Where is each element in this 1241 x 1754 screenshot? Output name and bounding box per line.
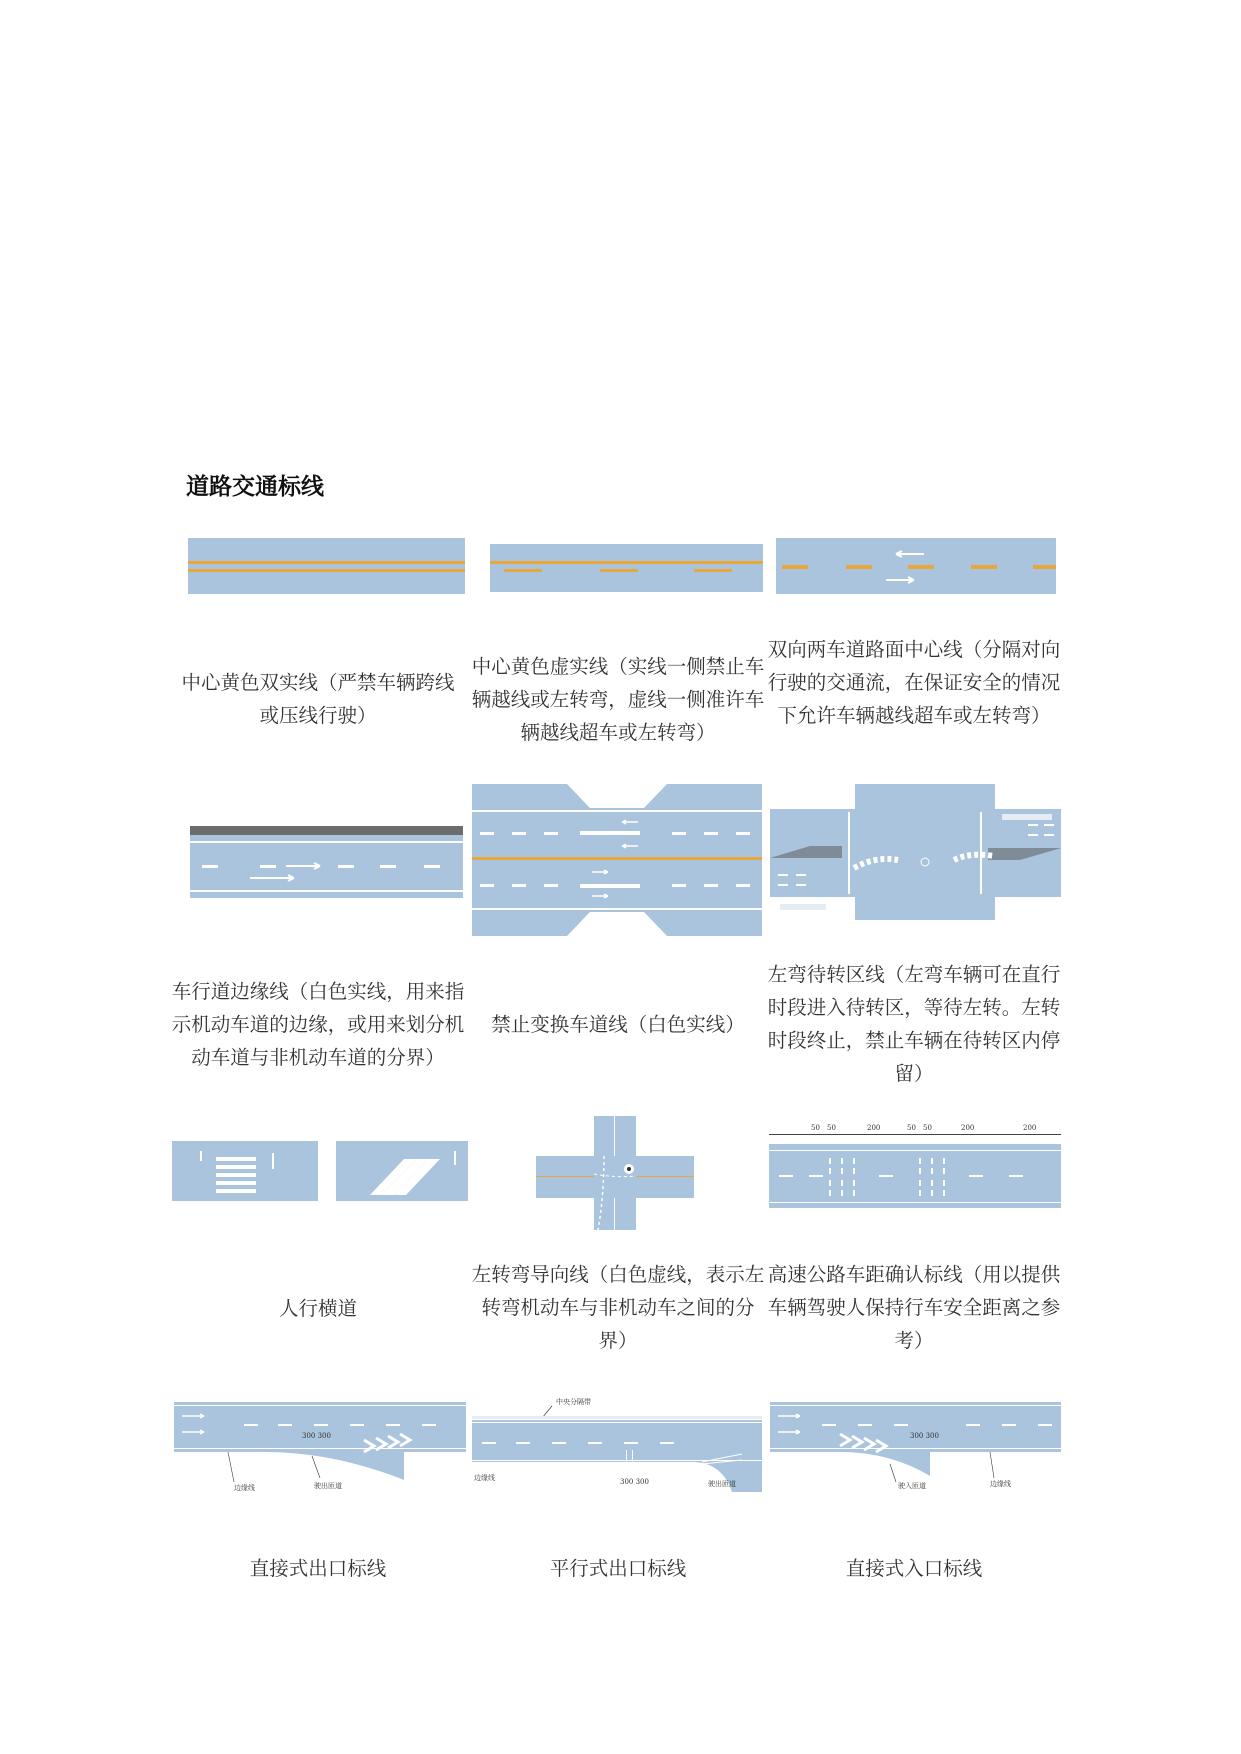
edge-line-label: 边缘线 [474,1474,495,1482]
caption-parallel-exit: 平行式出口标线 [549,1557,687,1580]
distance-label: 200 [1023,1124,1037,1132]
caption-direct-exit: 直接式出口标线 [249,1557,387,1580]
distance-label: 50 [923,1124,932,1132]
caption-lane-edge-line: 车行道边缘线（白色实线，用来指示机动车道的边缘，或用来划分机动车道与非机动车道的分界） [171,980,465,1069]
figure-two-lane-centerline [776,538,1056,594]
figure-parallel-exit [472,1392,762,1502]
edge-line-label: 边缘线 [990,1480,1011,1488]
edge-line-label: 边缘线 [234,1484,255,1492]
figure-left-turn-guide-line [536,1116,694,1230]
figure-distance-confirmation-line [769,1122,1061,1222]
distance-label: 50 [811,1124,820,1132]
distance-label: 50 [907,1124,916,1132]
caption-distance-confirmation-line: 高速公路车距确认标线（用以提供车辆驾驶人保持行车安全距离之参考） [767,1263,1061,1352]
caption-double-yellow-solid: 中心黄色双实线（严禁车辆跨线或压线行驶） [181,671,455,727]
distance-label: 200 [961,1124,975,1132]
taper-label: 驶出匝道 [314,1482,342,1490]
caption-two-lane-centerline: 双向两车道路面中心线（分隔对向行驶的交通流，在保证安全的情况下允许车辆越线超车或左转弯） [767,638,1061,727]
caption-left-turn-guide-line: 左转弯导向线（白色虚线，表示左转弯机动车与非机动车之间的分界） [471,1263,765,1352]
figure-pedestrian-crossing [172,1141,468,1201]
taper-label: 驶出匝道 [708,1480,736,1488]
median-label: 中央分隔带 [556,1398,591,1406]
figure-no-lane-change [472,784,762,936]
dimension-label: 300 300 [302,1432,331,1440]
taper-label: 驶入匝道 [898,1482,926,1490]
figure-direct-exit [174,1402,466,1508]
dimension-label: 300 300 [910,1432,939,1440]
distance-label: 200 [867,1124,881,1132]
dimension-label: 300 300 [620,1478,649,1486]
figure-yellow-solid-dashed [490,544,763,592]
caption-no-lane-change: 禁止变换车道线（白色实线） [491,1013,745,1036]
page-title: 道路交通标线 [186,474,324,500]
figure-left-turn-waiting-zone [770,784,1061,920]
distance-label: 50 [827,1124,836,1132]
figure-double-yellow-solid [188,538,465,594]
caption-pedestrian-crossing: 人行横道 [278,1297,357,1320]
caption-yellow-solid-dashed: 中心黄色虚实线（实线一侧禁止车辆越线或左转弯，虚线一侧准许车辆越线超车或左转弯） [471,655,765,744]
figure-lane-edge-line [190,826,463,898]
caption-direct-entrance: 直接式入口标线 [845,1557,983,1580]
figure-direct-entrance [770,1402,1061,1506]
caption-left-turn-waiting-zone: 左弯待转区线（左弯车辆可在直行时段进入待转区，等待左转。左转时段终止，禁止车辆在待转区内停留） [767,963,1061,1085]
